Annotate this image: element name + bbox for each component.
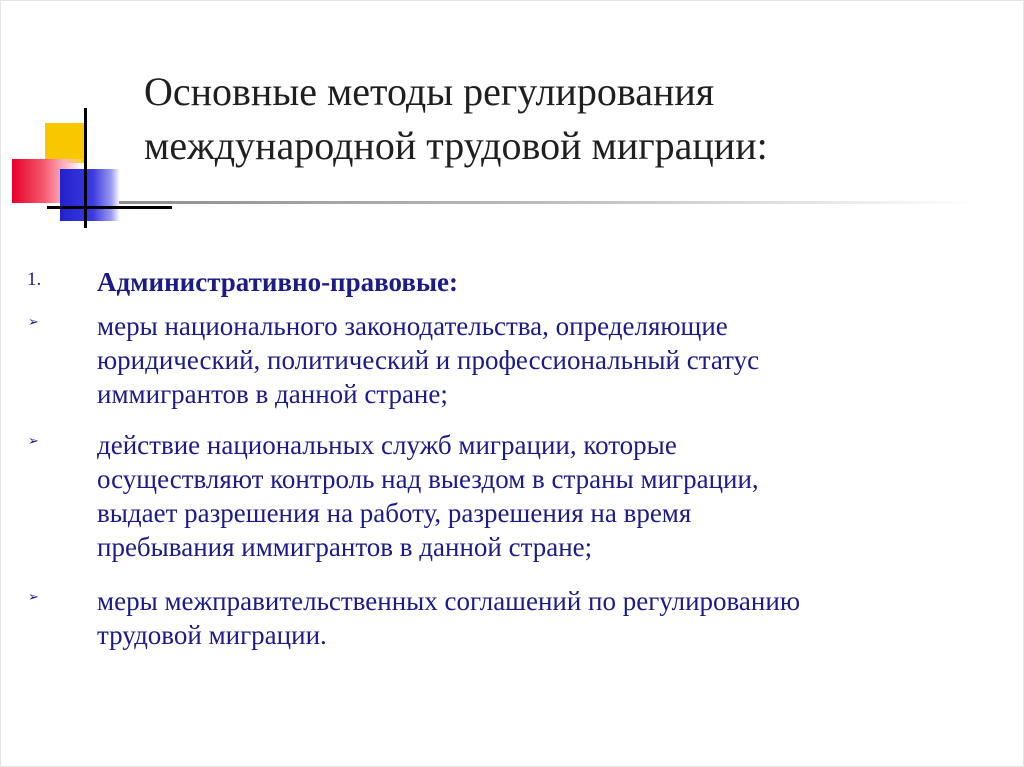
list-item-text [97,309,1007,411]
list-item-text [97,584,1007,652]
list-item-line: иммигрантов в данной стране; [97,379,448,409]
list-item-line: трудовой миграции. [97,620,327,650]
list-item-line: выдает разрешения на работу, разрешения на время [97,498,692,528]
arrow-bullet-icon: ➢ [28,315,39,330]
list-item-line: пребывания иммигрантов в данной стране; [97,532,593,562]
list-item-line: действие национальных служб миграции, которые [97,430,677,460]
arrow-bullet-icon: ➢ [28,590,39,605]
title-line-2: международной трудовой миграции: [144,123,768,168]
list-item-line: меры межправительственных соглашений по регулированию [97,586,800,616]
list-item-line: осуществляют контроль над выездом в страны миграции, [97,464,759,494]
list-number: 1. [27,269,42,290]
list-item-line: меры национального законодательства, определяющие [97,311,728,341]
title-line-1: Основные методы регулирования [144,69,715,114]
list-item-text [97,428,1007,564]
arrow-bullet-icon: ➢ [28,434,39,449]
list-heading-text [97,265,1007,299]
list-item-line: юридический, политический и профессиональный статус [97,345,760,375]
slide-body [1,1,1024,767]
heading-line: Административно-правовые: [97,267,458,297]
